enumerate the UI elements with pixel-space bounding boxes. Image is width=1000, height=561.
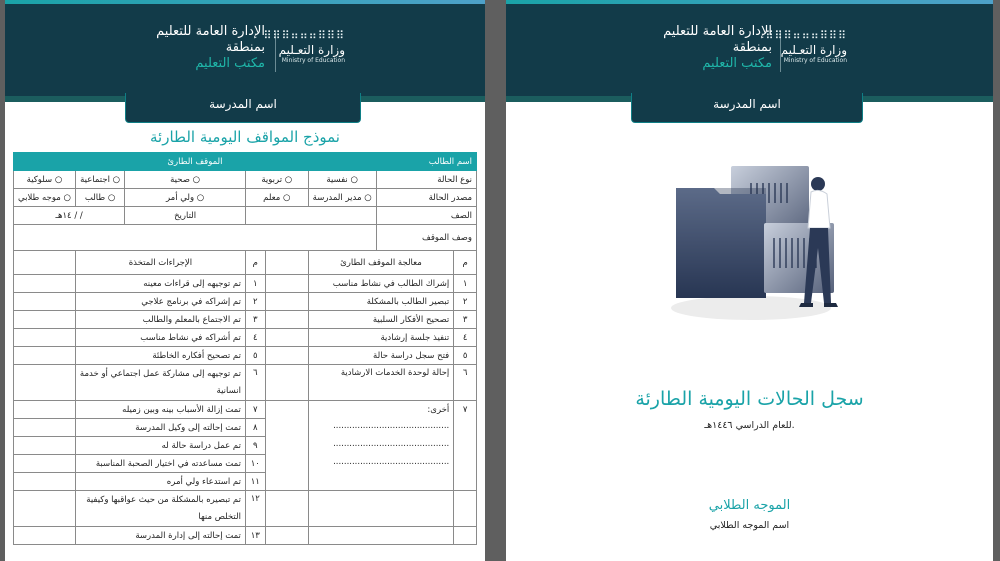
action-check[interactable] xyxy=(14,293,76,311)
handling-item: تبصير الطالب بالمشكلة xyxy=(308,293,454,311)
empty-handling xyxy=(308,491,454,527)
moe-logo xyxy=(765,30,847,64)
action-item: تم إشراكه في برنامج علاجي xyxy=(75,293,245,311)
row-number: ٩ xyxy=(245,437,265,455)
moe-logo-text: وزارة التعـليم xyxy=(278,43,345,57)
row-number: ٢ xyxy=(454,293,477,311)
admin-label: الإدارة العامة للتعليم xyxy=(663,24,772,39)
row-number: ١ xyxy=(245,275,265,293)
col-handling: معالجة الموقف الطارئ xyxy=(308,251,454,275)
case-source-option[interactable]: ○ ولي أمر xyxy=(125,189,246,207)
header-text xyxy=(156,24,265,72)
folders-illustration xyxy=(656,148,856,323)
col-actions: الإجراءات المتخذة xyxy=(75,251,245,275)
office-label: مكتب التعليم xyxy=(195,56,265,71)
description-row xyxy=(14,225,477,251)
date-value[interactable]: / / ١٤هـ xyxy=(14,207,125,225)
row-number: ٧ xyxy=(245,401,265,419)
school-name-tab: اسم المدرسة xyxy=(125,93,361,123)
moe-logo-text: وزارة التعـليم xyxy=(780,43,847,57)
other-cell[interactable] xyxy=(308,401,454,491)
case-source-row xyxy=(14,189,477,207)
handling-check-col xyxy=(265,251,308,275)
row-number: ١ xyxy=(454,275,477,293)
columns-header-row xyxy=(14,251,477,275)
situation-value[interactable] xyxy=(14,153,125,171)
row-number: ٦ xyxy=(245,365,265,401)
action-item: تم توجيهه إلى مشاركة عمل اجتماعي أو خدمة xyxy=(75,365,245,383)
case-type-option[interactable]: ○ نفسية xyxy=(308,171,376,189)
date-label: التاريخ xyxy=(125,207,246,225)
situation-header: الموقف الطارئ xyxy=(125,153,265,171)
student-name-value[interactable] xyxy=(265,153,376,171)
action-item: تم تصحيح أفكاره الخاطئة xyxy=(75,347,245,365)
row-number: ٣ xyxy=(454,311,477,329)
action-check[interactable] xyxy=(14,329,76,347)
handling-item: فتح سجل دراسة حالة xyxy=(308,347,454,365)
table-header-row xyxy=(14,153,477,171)
case-type-option[interactable]: ○ اجتماعية xyxy=(75,171,124,189)
row-number: ١٣ xyxy=(245,527,265,545)
action-item: تم الاجتماع بالمعلم والطالب xyxy=(75,311,245,329)
table-row xyxy=(14,347,477,365)
action-item-cont: انسانية xyxy=(75,383,245,401)
case-source-option[interactable]: ○ موجه طلابي xyxy=(14,189,76,207)
row-number: ٤ xyxy=(245,329,265,347)
row-number: ٧ xyxy=(454,401,477,491)
page-header xyxy=(506,0,993,102)
handling-check[interactable] xyxy=(265,365,308,401)
table-row xyxy=(14,401,477,419)
empty-number xyxy=(454,491,477,527)
case-type-option[interactable]: ○ سلوكية xyxy=(14,171,76,189)
actions-check-col xyxy=(14,251,76,275)
handling-check[interactable] xyxy=(265,293,308,311)
counselor-name: اسم الموجه الطلابي xyxy=(709,520,790,531)
table-row xyxy=(14,293,477,311)
row-number: ١٢ xyxy=(245,491,265,527)
action-check[interactable] xyxy=(14,401,76,419)
case-type-label: نوع الحالة xyxy=(376,171,476,189)
action-check[interactable] xyxy=(14,419,76,437)
other-line: ........................................... xyxy=(333,421,450,431)
description-value[interactable] xyxy=(14,225,377,251)
action-check[interactable] xyxy=(14,347,76,365)
form-table xyxy=(13,152,477,545)
row-number: ٥ xyxy=(245,347,265,365)
header-accent-line xyxy=(506,0,993,4)
cover-page xyxy=(506,0,993,561)
header-accent-line xyxy=(5,0,485,4)
academic-year: للعام الدراسي ١٤٤٦هـ. xyxy=(704,420,795,431)
table-row xyxy=(14,491,477,509)
handling-check[interactable] xyxy=(265,347,308,365)
case-source-option[interactable]: ○ معلم xyxy=(245,189,308,207)
class-value[interactable] xyxy=(245,207,376,225)
case-source-label: مصدر الحالة xyxy=(376,189,476,207)
table-row xyxy=(14,329,477,347)
description-label: وصف الموقف xyxy=(376,225,476,251)
action-check[interactable] xyxy=(14,527,76,545)
other-line: ........................................... xyxy=(333,439,450,449)
other-line: ........................................... xyxy=(333,457,450,467)
case-type-row xyxy=(14,171,477,189)
action-check[interactable] xyxy=(14,275,76,293)
action-item: تم عمل دراسة حالة له xyxy=(75,437,245,455)
col-number: م xyxy=(454,251,477,275)
action-item: تمت مساعدته في اختيار الصحبة المناسبة xyxy=(75,455,245,473)
moe-logo-mark: ⠿⠿⠿⠶⠶⠶⠿⠿⠿ xyxy=(765,29,847,42)
region-label: بمنطقة xyxy=(225,40,265,55)
action-item: تم توجيهه إلى قراءات معينه xyxy=(75,275,245,293)
moe-logo-mark: ⠿⠿⠿⠶⠶⠶⠿⠿⠿ xyxy=(263,29,345,42)
empty-number xyxy=(454,527,477,545)
handling-item: إحالة لوحدة الخدمات الارشادية xyxy=(308,365,454,401)
table-row xyxy=(14,365,477,383)
region-label: بمنطقة xyxy=(732,40,772,55)
action-check[interactable] xyxy=(14,473,76,491)
action-item-cont: التخلص منها xyxy=(75,509,245,527)
row-number: ٢ xyxy=(245,293,265,311)
table-row xyxy=(14,275,477,293)
handling-item: تنفيذ جلسة إرشادية xyxy=(308,329,454,347)
school-name-tab: اسم المدرسة xyxy=(631,93,863,123)
action-check[interactable] xyxy=(14,455,76,473)
action-check[interactable] xyxy=(14,365,76,401)
row-number: ١١ xyxy=(245,473,265,491)
case-type-option[interactable]: ○ صحية xyxy=(125,171,246,189)
class-date-row xyxy=(14,207,477,225)
action-check[interactable] xyxy=(14,491,76,527)
form-title: نموذج المواقف اليومية الطارئة xyxy=(150,128,340,146)
action-item: تم استدعاء ولي أمره xyxy=(75,473,245,491)
other-label: أخرى: xyxy=(427,405,450,415)
handling-check[interactable] xyxy=(265,329,308,347)
counselor-title: الموجه الطلابي xyxy=(708,498,791,513)
header-text xyxy=(663,24,772,72)
handling-item: إشراك الطالب في نشاط مناسب xyxy=(308,275,454,293)
row-number: ٦ xyxy=(454,365,477,401)
action-item: تم أشراكه في نشاط مناسب xyxy=(75,329,245,347)
admin-label: الإدارة العامة للتعليم xyxy=(156,24,265,39)
action-check[interactable] xyxy=(14,437,76,455)
row-number: ٤ xyxy=(454,329,477,347)
case-source-option[interactable]: ○ طالب xyxy=(75,189,124,207)
table-row xyxy=(14,527,477,545)
case-source-option[interactable]: ○ مدير المدرسة xyxy=(308,189,376,207)
handling-check[interactable] xyxy=(265,491,308,527)
row-number: ٨ xyxy=(245,419,265,437)
action-item: تمت إحالته إلى وكيل المدرسة xyxy=(75,419,245,437)
page-header xyxy=(5,0,485,102)
row-number: ٣ xyxy=(245,311,265,329)
moe-logo xyxy=(263,30,345,64)
row-number: ٥ xyxy=(454,347,477,365)
handling-item: تصحيح الأفكار السلبية xyxy=(308,311,454,329)
handling-check[interactable] xyxy=(265,527,308,545)
col-number: م xyxy=(245,251,265,275)
case-type-option[interactable]: ○ تربوية xyxy=(245,171,308,189)
handling-check[interactable] xyxy=(265,311,308,329)
handling-check[interactable] xyxy=(265,275,308,293)
student-name-header: اسم الطالب xyxy=(376,153,476,171)
form-page xyxy=(5,0,485,561)
handling-check[interactable] xyxy=(265,401,308,491)
office-label: مكتب التعليم xyxy=(702,56,772,71)
action-item: تمت إزالة الأسباب بينه وبين زميله xyxy=(75,401,245,419)
class-label: الصف xyxy=(376,207,476,225)
moe-logo-en: Ministry of Education xyxy=(783,57,847,64)
moe-logo-en: Ministry of Education xyxy=(281,57,345,64)
action-check[interactable] xyxy=(14,311,76,329)
action-item: تمت إحالته إلى إدارة المدرسة xyxy=(75,527,245,545)
cover-title: سجل الحالات اليومية الطارئة xyxy=(635,388,864,410)
action-item: تم تبصيره بالمشكلة من حيث عواقبها وكيفية xyxy=(75,491,245,509)
table-row xyxy=(14,311,477,329)
row-number: ١٠ xyxy=(245,455,265,473)
empty-handling xyxy=(308,527,454,545)
